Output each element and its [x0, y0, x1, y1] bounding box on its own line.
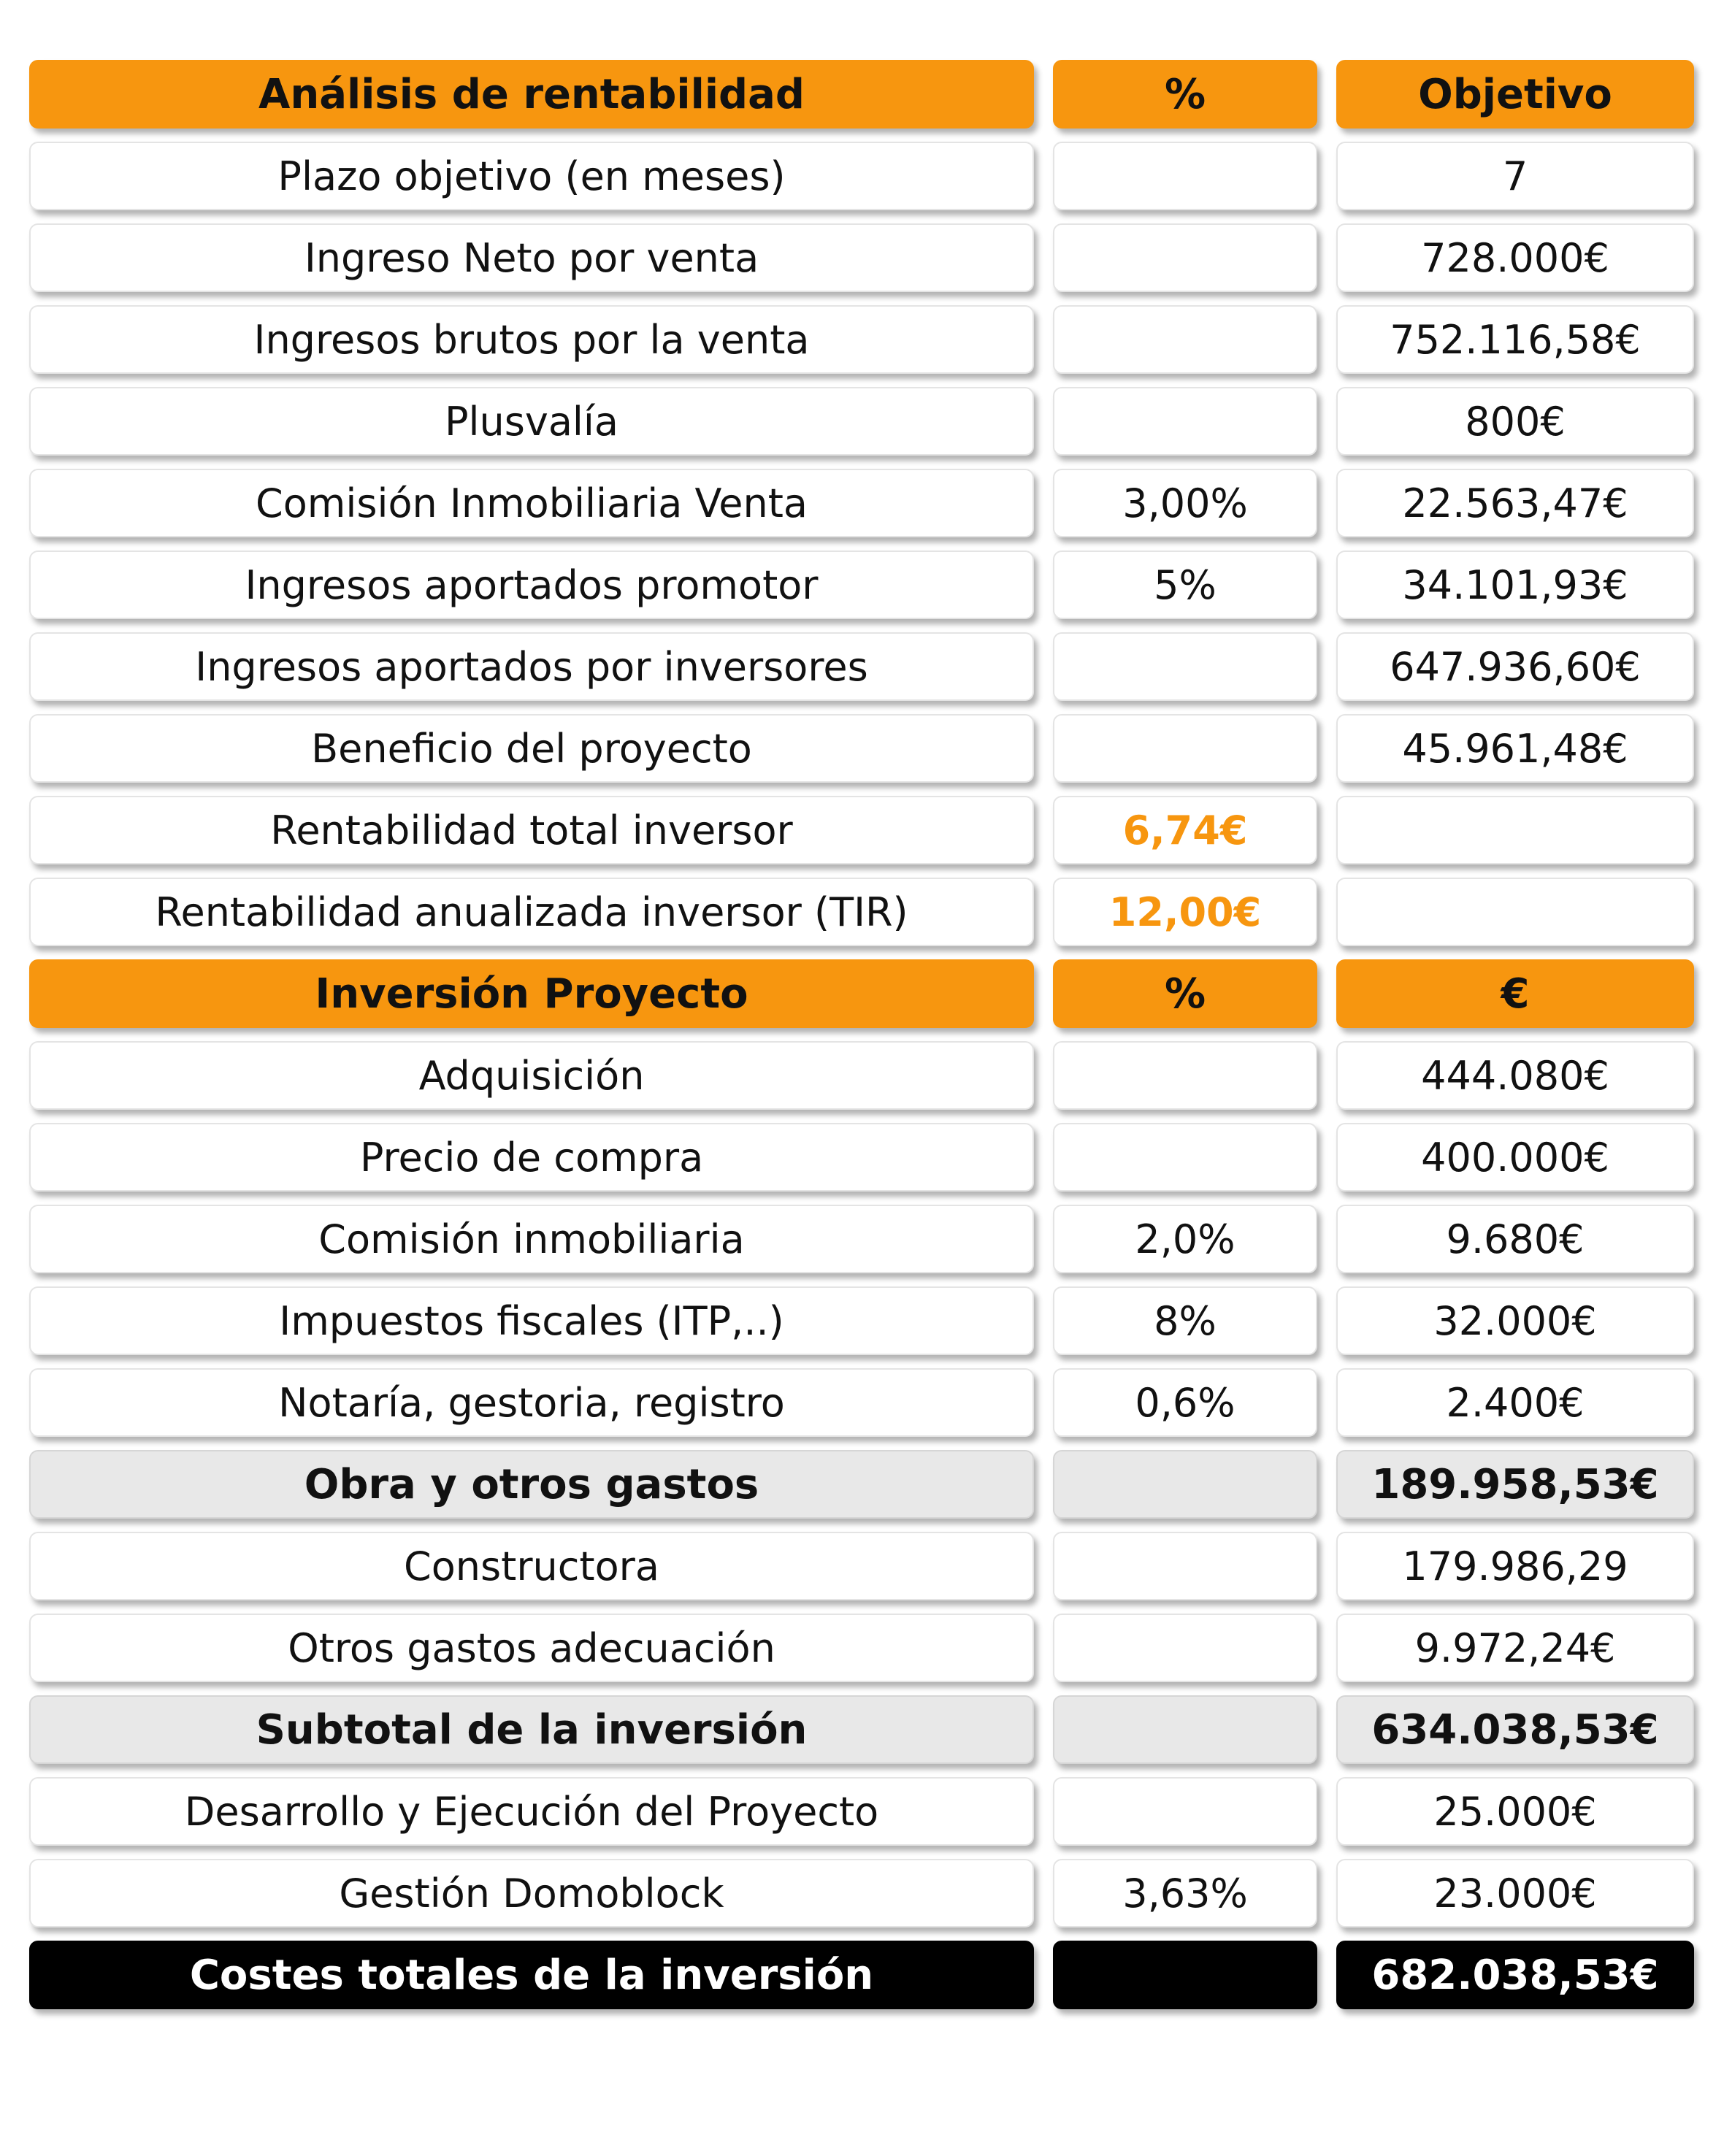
- header-label: Inversión Proyecto: [29, 959, 1034, 1028]
- row-value: [1336, 878, 1694, 946]
- row-percent: 0,6%: [1053, 1368, 1317, 1437]
- header-objetivo: Objetivo: [1336, 60, 1694, 128]
- subtotal-value: 634.038,53€: [1336, 1695, 1694, 1764]
- subtotal-value: 189.958,53€: [1336, 1450, 1694, 1519]
- subtotal-percent: [1053, 1450, 1317, 1519]
- row-value: 23.000€: [1336, 1859, 1694, 1927]
- row-label: Otros gastos adecuación: [29, 1614, 1034, 1682]
- row-percent: [1053, 1532, 1317, 1600]
- table-row: [29, 1532, 1694, 1600]
- table-row: [29, 469, 1694, 537]
- subtotal-label: Obra y otros gastos: [29, 1450, 1034, 1519]
- row-value: 7: [1336, 142, 1694, 210]
- section-header-rentabilidad: [29, 60, 1694, 128]
- table-row: [29, 1777, 1694, 1846]
- table-row: [29, 1286, 1694, 1355]
- row-label: Comisión Inmobiliaria Venta: [29, 469, 1034, 537]
- row-value: 9.680€: [1336, 1205, 1694, 1273]
- row-value: 752.116,58€: [1336, 305, 1694, 374]
- row-percent-highlight: 6,74€: [1053, 796, 1317, 864]
- row-label: Plazo objetivo (en meses): [29, 142, 1034, 210]
- row-percent: [1053, 1614, 1317, 1682]
- row-value: 728.000€: [1336, 223, 1694, 292]
- total-label: Costes totales de la inversión: [29, 1941, 1034, 2009]
- table-row: [29, 142, 1694, 210]
- header-euro: €: [1336, 959, 1694, 1028]
- table-row: [29, 1368, 1694, 1437]
- row-label: Desarrollo y Ejecución del Proyecto: [29, 1777, 1034, 1846]
- table-row: [29, 223, 1694, 292]
- subtotal-label: Subtotal de la inversión: [29, 1695, 1034, 1764]
- row-value: 45.961,48€: [1336, 714, 1694, 783]
- header-label: Análisis de rentabilidad: [29, 60, 1034, 128]
- total-value: 682.038,53€: [1336, 1941, 1694, 2009]
- row-percent: [1053, 1123, 1317, 1192]
- table-row: [29, 714, 1694, 783]
- row-label: Beneficio del proyecto: [29, 714, 1034, 783]
- row-value: [1336, 796, 1694, 864]
- row-percent: 3,00%: [1053, 469, 1317, 537]
- row-value: 22.563,47€: [1336, 469, 1694, 537]
- row-label: Ingresos brutos por la venta: [29, 305, 1034, 374]
- row-label: Gestión Domoblock: [29, 1859, 1034, 1927]
- row-percent-highlight: 12,00€: [1053, 878, 1317, 946]
- row-label: Ingresos aportados promotor: [29, 550, 1034, 619]
- row-label: Notaría, gestoria, registro: [29, 1368, 1034, 1437]
- header-percent: %: [1053, 959, 1317, 1028]
- table-row: [29, 796, 1694, 864]
- row-value: 400.000€: [1336, 1123, 1694, 1192]
- table-row: [29, 550, 1694, 619]
- row-label: Plusvalía: [29, 387, 1034, 456]
- row-label: Precio de compra: [29, 1123, 1034, 1192]
- row-percent: 8%: [1053, 1286, 1317, 1355]
- table-row: [29, 1859, 1694, 1927]
- table-row: [29, 1614, 1694, 1682]
- subtotal-row-inversion: [29, 1695, 1694, 1764]
- row-percent: [1053, 387, 1317, 456]
- row-value: 25.000€: [1336, 1777, 1694, 1846]
- row-value: 647.936,60€: [1336, 632, 1694, 701]
- row-percent: 5%: [1053, 550, 1317, 619]
- row-value: 32.000€: [1336, 1286, 1694, 1355]
- row-label: Adquisición: [29, 1041, 1034, 1110]
- row-label: Rentabilidad anualizada inversor (TIR): [29, 878, 1034, 946]
- header-percent: %: [1053, 60, 1317, 128]
- row-percent: [1053, 632, 1317, 701]
- section-header-inversion: [29, 959, 1694, 1028]
- row-percent: 3,63%: [1053, 1859, 1317, 1927]
- row-label: Impuestos fiscales (ITP,..): [29, 1286, 1034, 1355]
- row-percent: [1053, 1041, 1317, 1110]
- row-label: Comisión inmobiliaria: [29, 1205, 1034, 1273]
- row-label: Constructora: [29, 1532, 1034, 1600]
- subtotal-percent: [1053, 1695, 1317, 1764]
- row-label: Rentabilidad total inversor: [29, 796, 1034, 864]
- profitability-table: [29, 60, 1694, 2022]
- row-value: 800€: [1336, 387, 1694, 456]
- row-value: 9.972,24€: [1336, 1614, 1694, 1682]
- row-percent: [1053, 223, 1317, 292]
- row-value: 2.400€: [1336, 1368, 1694, 1437]
- row-percent: 2,0%: [1053, 1205, 1317, 1273]
- row-percent: [1053, 305, 1317, 374]
- row-percent: [1053, 1777, 1317, 1846]
- row-percent: [1053, 714, 1317, 783]
- total-row: [29, 1941, 1694, 2009]
- row-value: 444.080€: [1336, 1041, 1694, 1110]
- table-row: [29, 305, 1694, 374]
- row-value: 34.101,93€: [1336, 550, 1694, 619]
- table-row: [29, 387, 1694, 456]
- subtotal-row-obra: [29, 1450, 1694, 1519]
- table-row: [29, 1123, 1694, 1192]
- table-row: [29, 1041, 1694, 1110]
- row-label: Ingreso Neto por venta: [29, 223, 1034, 292]
- table-row: [29, 1205, 1694, 1273]
- row-value: 179.986,29: [1336, 1532, 1694, 1600]
- row-percent: [1053, 142, 1317, 210]
- table-row: [29, 878, 1694, 946]
- total-percent: [1053, 1941, 1317, 2009]
- table-row: [29, 632, 1694, 701]
- row-label: Ingresos aportados por inversores: [29, 632, 1034, 701]
